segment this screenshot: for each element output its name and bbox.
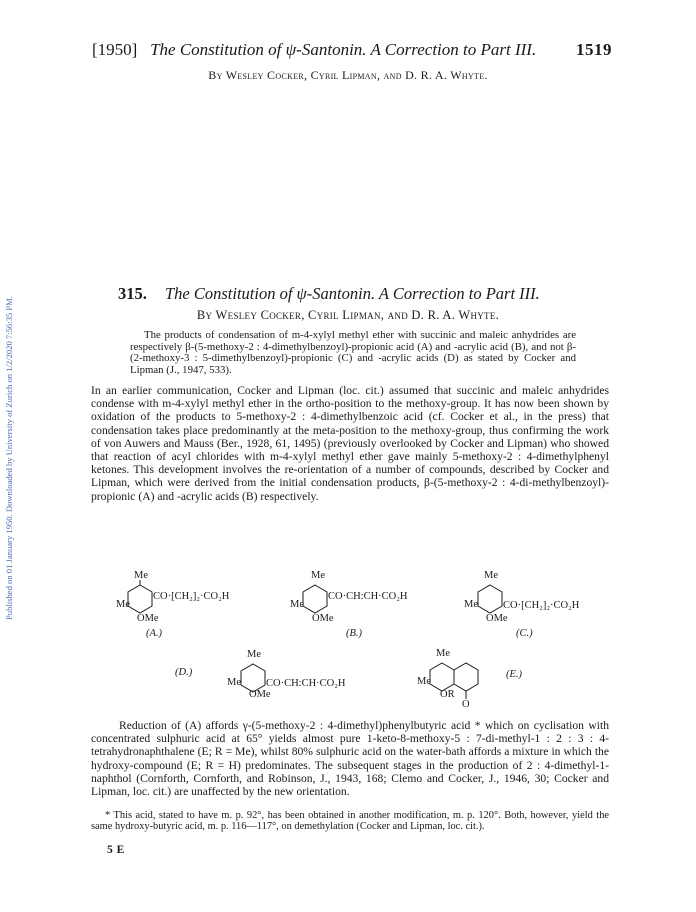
article-byline — [0, 308, 696, 323]
body-paragraph-1: In an earlier communication, Cocker and Lipman (loc. cit.) assumed that succinic and maleic anhydrides condense with m-4-xylyl methyl ether in the ortho-position to the methoxy-group. It has now been shown by oxidation of the products to 5-methoxy-2 : 4-dimethylbenzoic acid (cf. Cocker et al., in the press) that condensation takes place predominantly at the meta-position to the methoxy-group, thus confirming the work of von Auwers and Mauss (Ber., 1928, 61, 1495) (previously overlooked by Cocker and Lipman) who showed that reaction of acyl chlorides with m-4-xylyl methyl ether gave mainly 5-methoxy-2 : 4-dimethylphenyl ketones. This development involves the re-orientation of a number of compounds, described by Cocker and Lipman, which were derived from the initial condensation products, β-(5-methoxy-2 : 4-di-methylbenzoyl)-propionic (A) and -acrylic acids (B) respectively. — [91, 384, 609, 503]
structure-c-me-left: Me — [464, 599, 478, 610]
benzene-ring-b — [303, 585, 327, 613]
running-head-left — [92, 40, 536, 60]
structure-d-tag: (D.) — [175, 667, 193, 678]
benzene-ring-c — [478, 585, 502, 613]
saturated-ring-e — [454, 663, 478, 691]
structure-b — [303, 585, 327, 613]
signature-mark: 5 E — [107, 844, 125, 856]
structure-b-tag: (B.) — [346, 628, 363, 639]
structure-d-chain: CO·CH:CH·CO₂H — [266, 678, 346, 689]
article-number: 315. — [118, 284, 147, 303]
structure-a-ome: OMe — [137, 613, 159, 624]
top-byline — [0, 68, 696, 83]
aromatic-ring-e — [430, 663, 454, 691]
structure-b-chain: CO·CH:CH·CO₂H — [328, 591, 408, 602]
article-authors: By Wesley Cocker, Cyril Lipman, and D. R. A. Whyte. — [196, 308, 500, 322]
structure-a-me-left: Me — [116, 599, 130, 610]
structure-a-chain: CO·[CH₂]₂·CO₂H — [153, 591, 230, 602]
structure-a-me-top: Me — [134, 570, 148, 581]
abstract: The products of condensation of m-4-xylyl methyl ether with succinic and maleic anhydrides are respectively β-(5-methoxy-2 : 4-dimethylbenzoyl)-propionic acid (A) and -acrylic acid (B), and not β-(2-methoxy-3 : 5-dimethylbenzoyl)-propionic (C) and -acrylic acids (D) as stated by Cocker and Lipman (J., 1947, 533). — [130, 329, 576, 376]
structure-a-tag: (A.) — [146, 628, 163, 639]
article-title: The Constitution of ψ-Santonin. A Correction to Part III. — [165, 284, 540, 303]
structure-e — [430, 663, 478, 699]
structure-e-oxygen: O — [462, 699, 470, 710]
download-notice: Published on 01 January 1950. Downloaded by University of Zurich on 1/2/2020 7:56:35 PM. — [4, 296, 14, 620]
body-paragraph-2: Reduction of (A) affords γ-(5-methoxy-2 : 4-dimethyl)phenylbutyric acid * which on cyclisation with concentrated sulphuric acid at 65° yields almost pure 1-keto-8-methoxy-5 : 7-di-methyl-1 : 2 : 3 : 4-tetrahydronaphthalene (E; R = Me), whilst 80% sulphuric acid on the water-bath affords a mixture in which the hydroxy-compound (E; R = H) predominates. The subsequent stages in the production of 2 : 4-dimethyl-1-naphthol (Cornforth, Cornforth, and Robinson, J., 1943, 168; Clemo and Cocker, J., 1946, 30; Cocker and Lipman, loc. cit.) are unaffected by the new orientation. — [91, 719, 609, 799]
benzene-ring-a — [128, 585, 152, 613]
footnote: * This acid, stated to have m. p. 92°, has been obtained in another modification, m. p. 120°. Both, however, yield the same hydroxy-butyric acid, m. p. 116—117°, on demethylation (Cocker and Lipman, loc. cit.). — [91, 810, 609, 833]
structure-e-or: OR — [440, 689, 455, 700]
structure-d-ome: OMe — [249, 689, 271, 700]
running-head-year: [1950] — [92, 40, 138, 59]
structure-c — [478, 585, 502, 613]
structure-d-me-top: Me — [247, 649, 261, 660]
structure-d-me-left: Me — [227, 677, 241, 688]
top-byline-text: By Wesley Cocker, Cyril Lipman, and D. R. A. Whyte. — [208, 68, 488, 82]
structure-c-me-top: Me — [484, 570, 498, 581]
structure-b-me-top: Me — [311, 570, 325, 581]
structure-e-me-top: Me — [436, 648, 450, 659]
structure-c-chain: CO·[CH₂]₂·CO₂H — [503, 600, 580, 611]
article-heading — [118, 284, 540, 304]
benzene-ring-d — [241, 664, 265, 692]
structure-b-ome: OMe — [312, 613, 334, 624]
structure-c-ome: OMe — [486, 613, 508, 624]
structure-e-me-left: Me — [417, 676, 431, 687]
page-number: 1519 — [576, 40, 612, 59]
structure-d — [241, 664, 265, 692]
running-head-title: The Constitution of ψ-Santonin. A Correction to Part III. — [150, 40, 537, 59]
structure-a — [128, 580, 152, 613]
structure-b-me-left: Me — [290, 599, 304, 610]
running-head — [92, 40, 612, 60]
download-watermark — [4, 140, 16, 620]
structure-c-tag: (C.) — [516, 628, 533, 639]
structure-e-tag: (E.) — [506, 669, 523, 680]
